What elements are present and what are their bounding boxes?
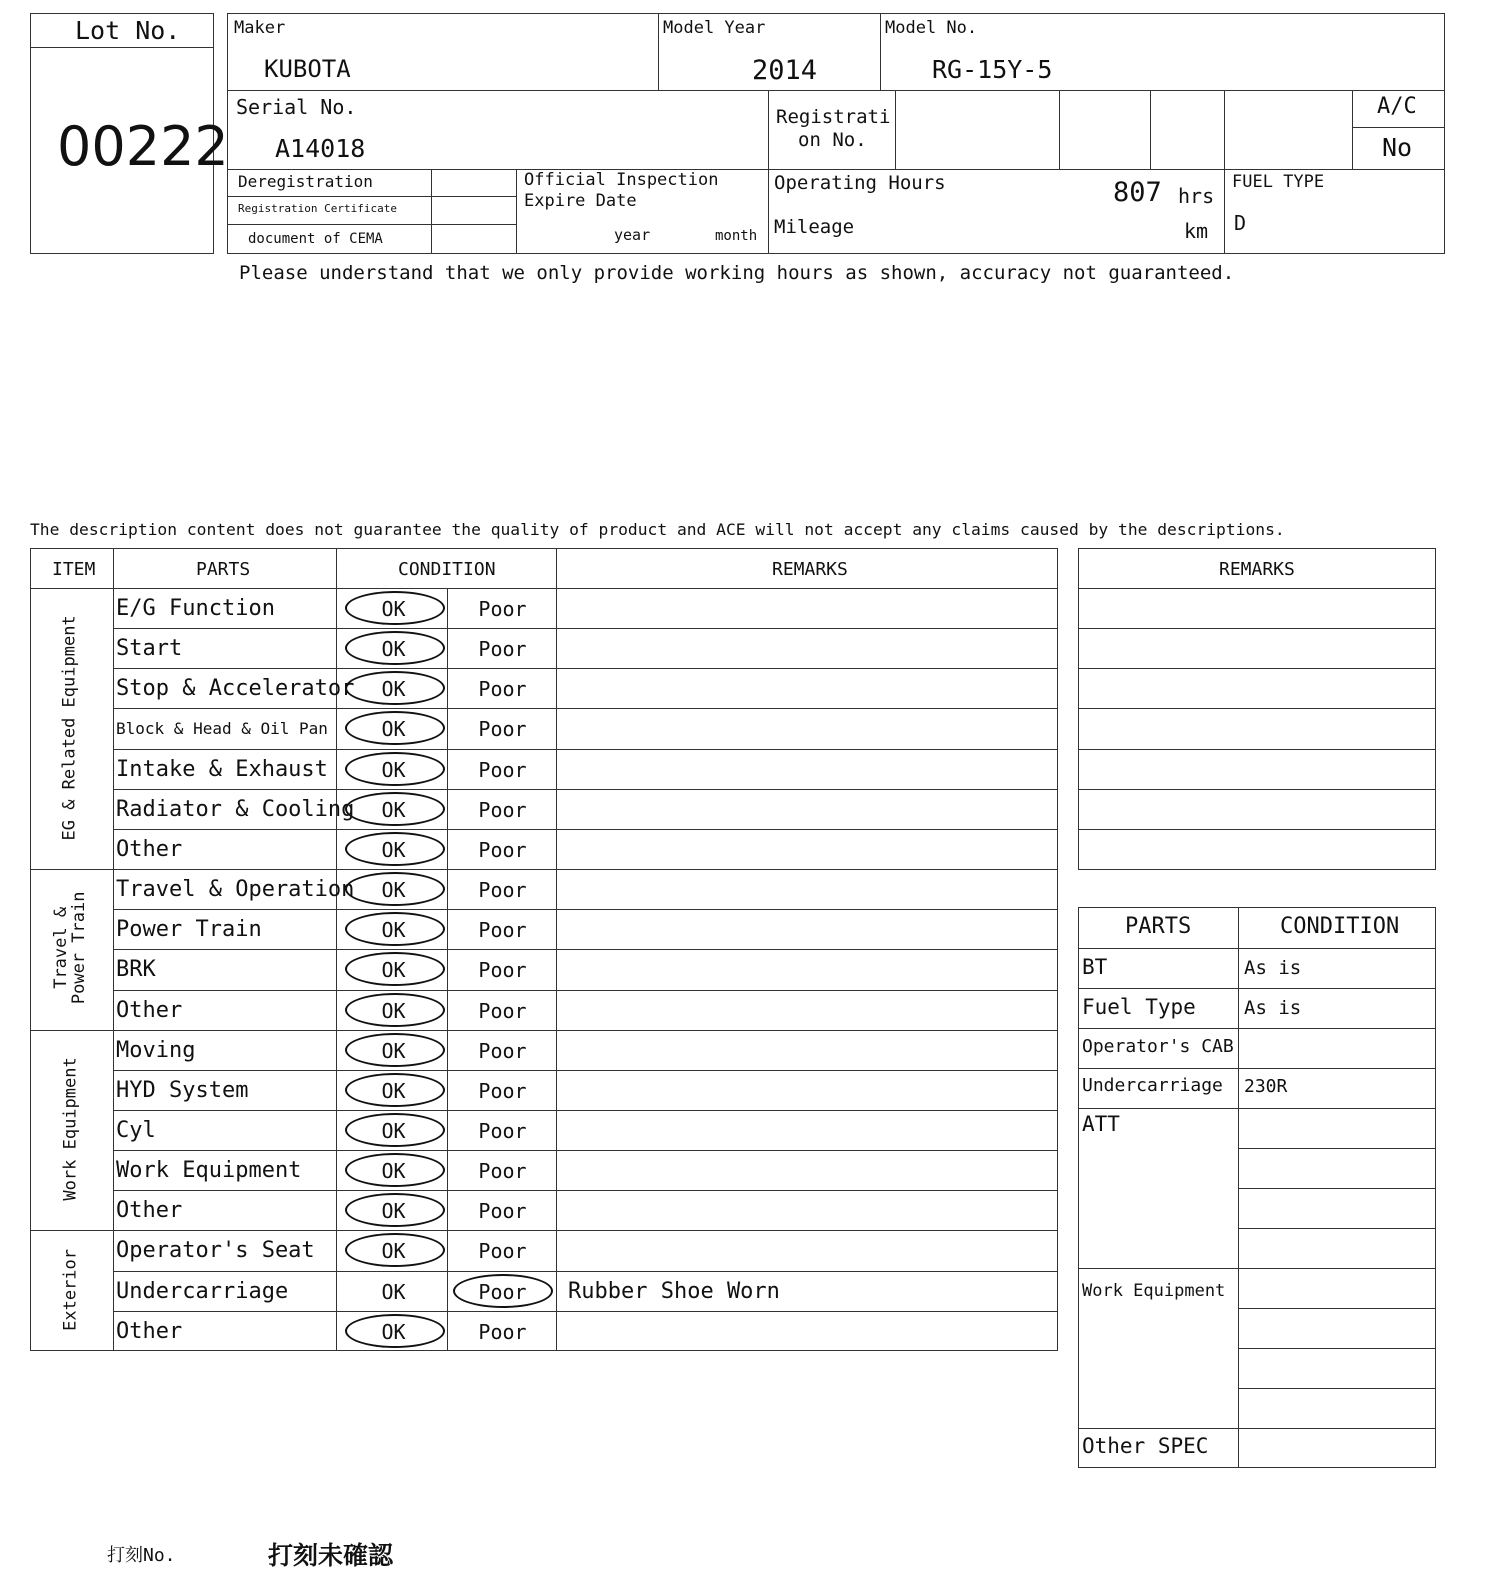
part-name: Power Train [116,917,262,943]
part-name: BRK [116,957,156,983]
lot-label: Lot No. [75,16,181,45]
spec-cab-label: Operator's CAB [1082,1036,1234,1057]
condition-selected-mark [345,631,445,665]
condition-ok[interactable]: OK [381,1279,406,1304]
part-name: Undercarriage [116,1278,289,1304]
condition-poor[interactable]: Poor [478,797,527,822]
part-name: Radiator & Cooling [116,796,355,822]
item-group-label: EG & Related Equipment [60,614,81,841]
spec-undercarriage-label: Undercarriage [1082,1075,1223,1096]
hrs-unit: hrs [1178,184,1215,208]
condition-ok[interactable]: OK [381,1038,406,1063]
col-condition: CONDITION [398,559,496,580]
serial-value: A14018 [275,134,366,163]
condition-poor[interactable]: Poor [478,1279,527,1304]
operating-hours-label: Operating Hours [774,172,946,194]
part-name: Intake & Exhaust [116,756,328,782]
spec-att-label: ATT [1082,1112,1120,1136]
fuel-type-value: D [1234,211,1247,235]
lot-number: 00222 [57,115,229,178]
condition-selected-mark [345,912,445,946]
condition-selected-mark [345,993,445,1027]
right-remarks-title: REMARKS [1219,559,1295,580]
condition-ok[interactable]: OK [381,1199,406,1224]
condition-poor[interactable]: Poor [478,1239,527,1264]
condition-poor[interactable]: Poor [478,1118,527,1143]
condition-ok[interactable]: OK [381,1078,406,1103]
condition-selected-mark [345,872,445,906]
condition-poor[interactable]: Poor [478,637,527,662]
condition-poor[interactable]: Poor [478,1199,527,1224]
col-parts: PARTS [196,559,251,580]
fuel-type-label: FUEL TYPE [1232,172,1325,192]
condition-ok[interactable]: OK [381,837,406,862]
condition-ok[interactable]: OK [381,1159,406,1184]
hours-note: Please understand that we only provide working hours as shown, accuracy not guaranteed. [239,262,1235,284]
spec-work-equipment-label: Work Equipment [1082,1281,1226,1301]
model-year-label: Model Year [663,18,766,38]
condition-selected-mark [345,1073,445,1107]
stamp-value: 打刻未確認 [268,1541,394,1570]
condition-poor[interactable]: Poor [478,717,527,742]
maker-label: Maker [234,18,286,38]
condition-selected-mark [345,1314,445,1348]
ac-label: A/C [1377,94,1417,119]
disclaimer: The description content does not guarantee the quality of product and ACE will not accept any claims caused by the descriptions. [30,520,1285,539]
registration-label-2: on No. [798,129,867,151]
model-year-value: 2014 [752,55,818,86]
mileage-label: Mileage [774,216,855,238]
condition-ok[interactable]: OK [381,1319,406,1344]
part-name: E/G Function [116,596,275,621]
condition-ok[interactable]: OK [381,958,406,983]
maker-value: KUBOTA [264,55,351,83]
condition-poor[interactable]: Poor [478,597,527,621]
part-name: Travel & Operation [116,877,355,903]
spec-col-parts: PARTS [1125,914,1192,939]
condition-poor[interactable]: Poor [478,757,527,782]
col-item: ITEM [52,559,96,580]
condition-poor[interactable]: Poor [478,677,527,702]
part-name: Stop & Accelerator [116,676,355,702]
deregistration-label: Deregistration [238,172,373,191]
remark-cell: Rubber Shoe Worn [568,1278,780,1304]
condition-poor[interactable]: Poor [478,998,527,1023]
part-name: Other [116,1318,183,1344]
condition-ok[interactable]: OK [381,677,406,702]
condition-ok[interactable]: OK [381,918,406,943]
part-name: Work Equipment [116,1158,302,1184]
stamp-label: 打刻No. [107,1545,176,1566]
condition-ok[interactable]: OK [381,637,406,662]
condition-ok[interactable]: OK [381,998,406,1023]
spec-undercarriage-value: 230R [1244,1076,1288,1097]
condition-poor[interactable]: Poor [478,1078,527,1103]
condition-poor[interactable]: Poor [478,837,527,862]
condition-poor[interactable]: Poor [478,958,527,983]
part-name: Operator's Seat [116,1238,315,1264]
serial-label: Serial No. [236,95,357,119]
condition-ok[interactable]: OK [381,1118,406,1143]
operating-hours-value: 807 [1113,177,1162,208]
part-name: Cyl [116,1117,156,1143]
spec-fuel-label: Fuel Type [1082,995,1196,1019]
condition-poor[interactable]: Poor [478,878,527,903]
condition-ok[interactable]: OK [381,878,406,903]
inspection-label-1: Official Inspection [524,170,719,190]
part-name: Moving [116,1037,196,1063]
spec-bt-label: BT [1082,955,1108,979]
ac-value: No [1382,133,1413,162]
item-group-label: Exterior [60,1248,81,1331]
condition-ok[interactable]: OK [381,597,406,621]
condition-poor[interactable]: Poor [478,918,527,943]
part-name: Other [116,1198,183,1224]
model-no-value: RG-15Y-5 [932,55,1053,84]
part-name: HYD System [116,1077,249,1103]
km-unit: km [1184,219,1209,243]
registration-certificate-label: Registration Certificate [238,202,397,215]
registration-label-1: Registrati [776,106,891,128]
cema-label: document of CEMA [248,231,383,247]
condition-ok[interactable]: OK [381,757,406,782]
col-remarks: REMARKS [772,559,848,580]
condition-selected-mark [345,832,445,866]
item-group-label: Work Equipment [60,1057,81,1201]
condition-selected-mark [345,792,445,826]
spec-bt-value: As is [1244,957,1302,979]
month-label: month [715,228,758,244]
part-name: Other [116,997,183,1023]
spec-other-spec-label: Other SPEC [1082,1434,1209,1458]
part-name: Block & Head & Oil Pan [116,719,328,739]
model-no-label: Model No. [885,18,978,38]
year-label: year [614,226,651,244]
condition-poor[interactable]: Poor [478,1038,527,1063]
part-name: Other [116,836,183,862]
condition-ok[interactable]: OK [381,1239,406,1264]
condition-poor[interactable]: Poor [478,1159,527,1184]
spec-fuel-value: As is [1244,997,1302,1019]
condition-selected-mark [345,752,445,786]
condition-selected-mark [345,1113,445,1147]
item-group-label: Travel & Power Train [51,891,89,1005]
spec-col-condition: CONDITION [1280,914,1400,939]
condition-selected-mark [453,1274,553,1308]
part-name: Start [116,636,183,662]
condition-poor[interactable]: Poor [478,1319,527,1344]
condition-selected-mark [345,1033,445,1067]
condition-selected-mark [345,591,445,625]
condition-ok[interactable]: OK [381,797,406,822]
inspection-label-2: Expire Date [524,191,637,211]
condition-selected-mark [345,1153,445,1187]
condition-ok[interactable]: OK [381,717,406,742]
